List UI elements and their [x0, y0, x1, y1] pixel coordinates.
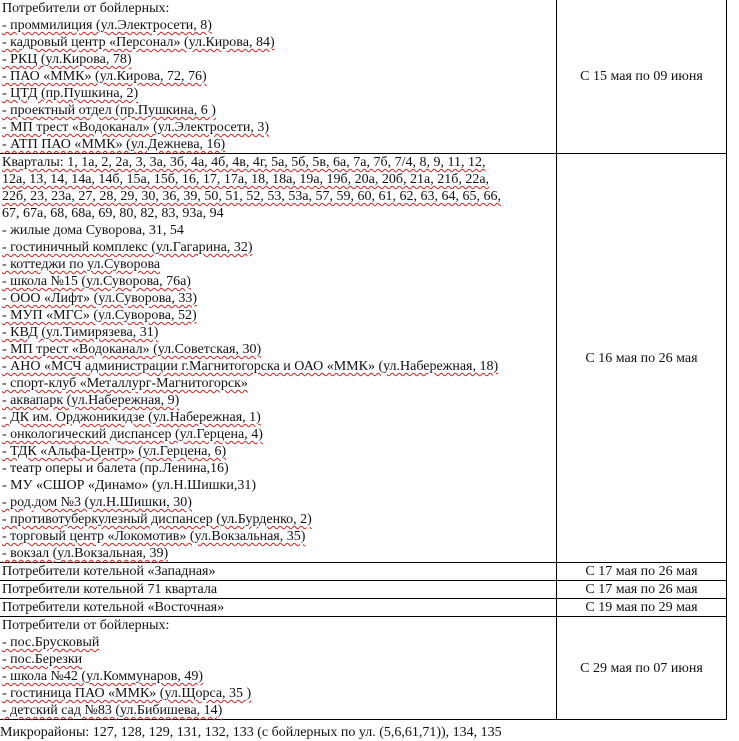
consumer-line: - АТП ПАО «ММК» (ул.Дежнева, 16) — [2, 137, 226, 152]
consumer-line: - ООО «Лифт» (ул.Суворова, 33) — [2, 291, 198, 306]
cut-off-line: Микрорайоны: 127, 128, 129, 131, 132, 133 (с бойлерных по ул. (5,6,61,71)), 134, 135 — [0, 725, 502, 740]
consumers-cell — [0, 563, 557, 581]
consumer-line: - гостиничный комплекс (ул.Гагарина, 32) — [2, 240, 253, 255]
consumer-line: - РКЦ (ул.Кирова, 78) — [2, 52, 132, 67]
cut-off-row — [0, 725, 725, 741]
consumer-line: - гостиница ПАО «ММК» (ул.Щорса, 35 ) — [2, 686, 252, 701]
consumer-line: Потребители котельной 71 квартала — [2, 582, 218, 597]
consumer-line: - школа №15 (ул.Суворова, 76а) — [2, 274, 191, 289]
period-cell: С 15 мая по 09 июня — [557, 0, 727, 154]
consumer-line: 67, 67а, 68, 68а, 69, 80, 82, 83, 93а, 94 — [2, 206, 224, 221]
consumers-cell — [0, 0, 557, 154]
consumer-line: - проектный отдел (пр.Пушкина, 6 ) — [2, 103, 216, 118]
consumer-line: - МУП «МГС» (ул.Суворова, 52) — [2, 308, 197, 323]
consumer-line: Потребители котельной «Восточная» — [2, 600, 225, 615]
period-cell: С 17 мая по 26 мая — [557, 581, 727, 599]
consumer-line: - МП трест «Водоканал» (ул.Электросети, 3) — [2, 120, 269, 135]
consumer-line: - проммилиция (ул.Электросети, 8) — [2, 18, 212, 33]
consumer-line: Потребители от бойлерных: — [2, 618, 170, 633]
consumer-line: - вокзал (ул.Вокзальная, 39) — [2, 546, 169, 561]
consumers-cell — [0, 154, 557, 563]
consumer-line: - школа №42 (ул.Коммунаров, 49) — [2, 669, 204, 684]
period-cell: С 29 мая по 07 июня — [557, 617, 727, 720]
consumer-line: - жилые дома Суворова, 31, 54 — [2, 223, 184, 238]
consumers-cell — [0, 617, 557, 720]
consumer-line: - пос.Брусковый — [2, 635, 100, 650]
consumer-line: - онкологический диспансер (ул.Герцена, 4) — [2, 427, 263, 442]
consumer-line: - аквапарк (ул.Набережная, 9) — [2, 393, 180, 408]
consumer-line: - спорт-клуб «Металлург-Магнитогорск» — [2, 376, 248, 391]
consumer-line: - род.дом №3 (ул.Н.Шишки, 30) — [2, 495, 192, 510]
table-row — [0, 617, 727, 720]
consumer-line: - ДК им. Орджоникидзе (ул.Набережная, 1) — [2, 410, 261, 425]
consumer-line: - МУ «СШОР «Динамо» (ул.Н.Шишки,31) — [2, 478, 256, 493]
consumer-line: - коттеджи по ул.Суворова — [2, 257, 161, 272]
consumer-line: - кадровый центр «Персонал» (ул.Кирова, 84) — [2, 35, 275, 50]
consumer-line: - противотуберкулезный диспансер (ул.Бурденко, 2) — [2, 512, 312, 527]
consumer-line: - ТДК «Альфа-Центр» (ул.Герцена, 6) — [2, 444, 227, 459]
table-row — [0, 154, 727, 563]
period-cell: С 19 мая по 29 мая — [557, 599, 727, 617]
table-row — [0, 599, 727, 617]
table-row — [0, 563, 727, 581]
consumer-line: Потребители от бойлерных: — [2, 1, 170, 16]
consumer-line: - ЦТД (пр.Пушкина, 2) — [2, 86, 139, 101]
consumer-line: Кварталы: 1, 1а, 2, 2а, 3, 3а, 3б, 4а, 4б, 4в, 4г, 5а, 5б, 5в, 6а, 7а, 7б, 7/4, 8, 9, 11, 12, — [2, 155, 486, 170]
consumer-line: - торговый центр «Локомотив» (ул.Вокзальная, 35) — [2, 529, 306, 544]
table-row — [0, 0, 727, 154]
consumer-line: 22б, 23, 23а, 27, 28, 29, 30, 36, 39, 50, 51, 52, 53, 53а, 57, 59, 60, 61, 62, 63, 64, 65, 66, — [2, 189, 502, 204]
consumer-line: - МП трест «Водоканал» (ул.Советская, 30) — [2, 342, 262, 357]
consumer-line: - детский сад №83 (ул.Бибишева, 14) — [2, 703, 223, 718]
table-row — [0, 581, 727, 599]
consumers-cell — [0, 581, 557, 599]
consumer-line: - пос.Березки — [2, 652, 83, 667]
consumer-line: - КВД (ул.Тимирязева, 31) — [2, 325, 159, 340]
consumer-line: - театр оперы и балета (пр.Ленина,16) — [2, 461, 229, 476]
consumer-line: - АНО «МСЧ администрации г.Магнитогорска и ОАО «ММК» (ул.Набережная, 18) — [2, 359, 499, 374]
period-cell: С 16 мая по 26 мая — [557, 154, 727, 563]
consumers-cell — [0, 599, 557, 617]
consumer-line: Потребители котельной «Западная» — [2, 564, 216, 579]
period-cell: С 17 мая по 26 мая — [557, 563, 727, 581]
consumer-line: 12а, 13, 14, 14а, 14б, 15а, 15б, 16, 17, 17а, 18, 18а, 19а, 19б, 20а, 20б, 21а, 21б, 22а, — [2, 172, 490, 187]
consumer-line: - ПАО «ММК» (ул.Кирова, 72, 76) — [2, 69, 207, 84]
